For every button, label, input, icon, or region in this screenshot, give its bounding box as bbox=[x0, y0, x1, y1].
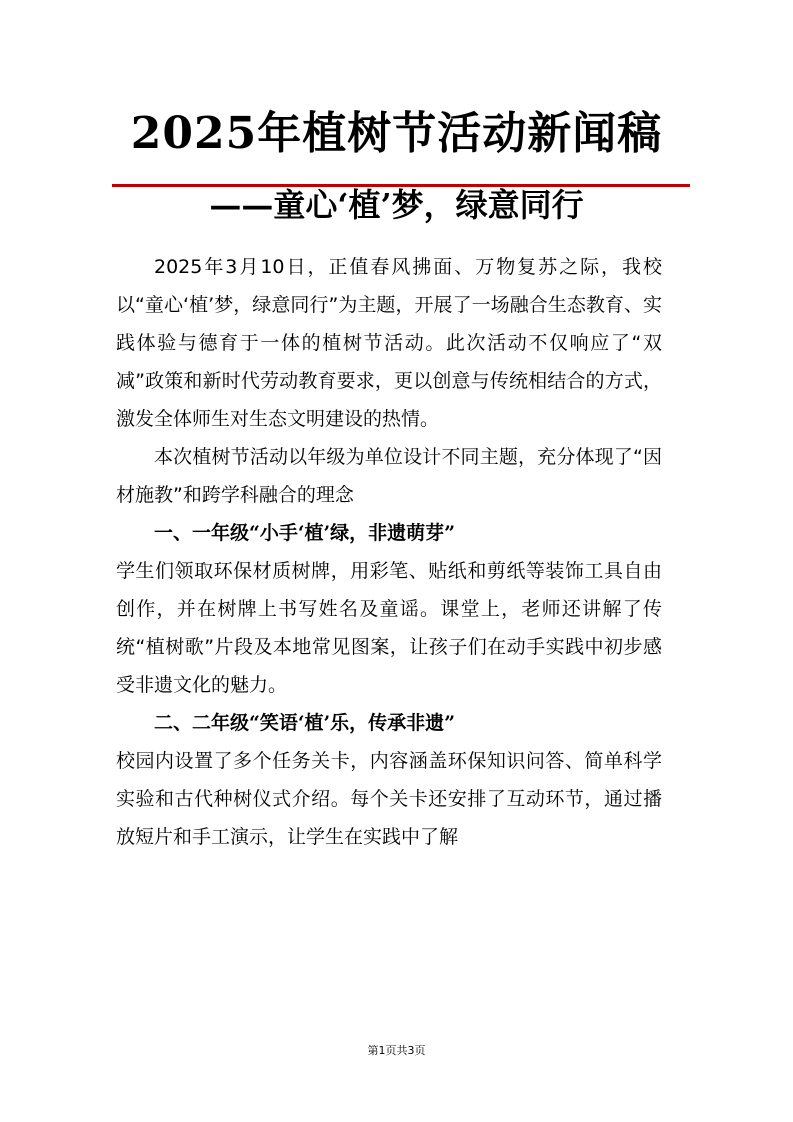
document-body bbox=[116, 248, 662, 856]
page-number-footer: 第1页共3页 bbox=[367, 1044, 426, 1057]
paragraph-intro: 2025年3月10日，正值春风拂面、万物复苏之际，我校以“童心‘植’梦，绿意同行”为主题，开展了一场融合生态教育、实践体验与德育于一体的植树节活动。此次活动不仅响应了“双减”政策和新时代劳动教育要求，更以创意与传统相结合的方式，激发全体师生对生态文明建设的热情。 bbox=[116, 256, 662, 430]
section-heading-grade-2: 二、二年级“笑语‘植’乐，传承非遗” bbox=[154, 712, 456, 734]
section-heading-grade-1: 一、一年级“小手‘植’绿，非遗萌芽” bbox=[154, 522, 456, 544]
paragraph-grade-1: 学生们领取环保材质树牌，用彩笔、贴纸和剪纸等装饰工具自由创作，并在树牌上书写姓名及童谣。课堂上，老师还讲解了传统“植树歌”片段及本地常见图案，让孩子们在动手实践中初步感受非遗文化的魅力。 bbox=[116, 560, 662, 696]
document-subtitle: ——童心‘植’梦，绿意同行 bbox=[209, 186, 584, 224]
document-title: 2025年植树节活动新闻稿 bbox=[130, 108, 663, 159]
paragraph-overview: 本次植树节活动以年级为单位设计不同主题，充分体现了“因材施教”和跨学科融合的理念 bbox=[116, 446, 662, 506]
paragraph-grade-2: 校园内设置了多个任务关卡，内容涵盖环保知识问答、简单科学实验和古代种树仪式介绍。每个关卡还安排了互动环节，通过播放短片和手工演示，让学生在实践中了解 bbox=[116, 750, 662, 848]
